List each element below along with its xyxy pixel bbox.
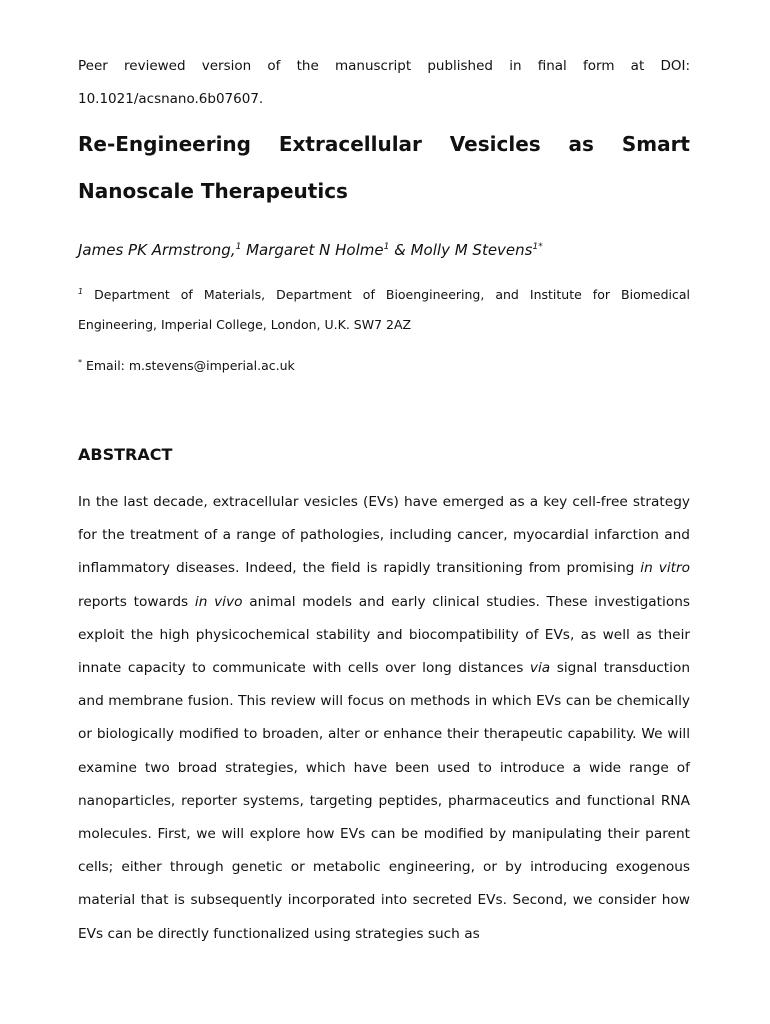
corresponding-email [78, 350, 295, 379]
email-text: Email: m.stevens@imperial.ac.uk [85, 358, 295, 373]
author-separator: & [394, 241, 406, 259]
abstract-body [78, 486, 690, 951]
author-armstrong-affiliation: 1 [235, 242, 242, 252]
affiliation [78, 277, 690, 340]
abstract-italic-via: via [529, 660, 551, 677]
author-holme-affiliation: 1 [383, 242, 390, 252]
author-holme: Margaret N Holme [246, 241, 384, 259]
abstract-heading: ABSTRACT [78, 445, 173, 464]
email-marker: * [78, 358, 82, 367]
publication-notice: Peer reviewed version of the manuscript published in final form at DOI: 10.1021/acsnano.6b07607. [78, 58, 690, 107]
author-stevens: Molly M Stevens [410, 241, 533, 259]
author-stevens-affiliation: 1* [532, 242, 543, 252]
abstract-text-4: signal transduction and membrane fusion. This review will focus on methods in which EVs can be chemically or biologically modified to broaden, alter or enhance their therapeutic capability. We will examine two broad strategies, which have been used to introduce a wide range of nanoparticles, reporter systems, targeting peptides, pharmaceutics and functional RNA molecules. First, we will explore how EVs can be modified by manipulating their parent cells; either through genetic or metabolic engineering, or by introducing exogenous material that is subsequently incorporated into secreted EVs. Second, we consider how EVs can be directly functionalized using strategies such as [78, 660, 691, 942]
affiliation-text: Department of Materials, Department of Bioengineering, and Institute for Biomedical Engineering, Imperial College, London, U.K. SW7 2AZ [78, 287, 690, 332]
affiliation-marker: 1 [78, 287, 84, 296]
abstract-text-2: reports towards [78, 593, 189, 610]
author-list [78, 233, 543, 264]
abstract-text-1: In the last decade, extracellular vesicles (EVs) have emerged as a key cell-free strategy for the treatment of a range of pathologies, including cancer, myocardial infarction and inflammatory diseases. Indeed, the field is rapidly transitioning from promising [78, 494, 690, 577]
abstract-text-3: animal models and early clinical studies. These investigations exploit the high physicochemical stability and biocompatibility of EVs, as well as their innate capacity to communicate with cells over long distances [78, 593, 690, 677]
author-armstrong: James PK Armstrong, [78, 241, 236, 259]
abstract-italic-in-vivo: in vivo [194, 593, 243, 610]
abstract-italic-in-vitro: in vitro [640, 560, 690, 577]
paper-title: Re-Engineering Extracellular Vesicles as Smart Nanoscale Therapeutics [78, 132, 690, 203]
